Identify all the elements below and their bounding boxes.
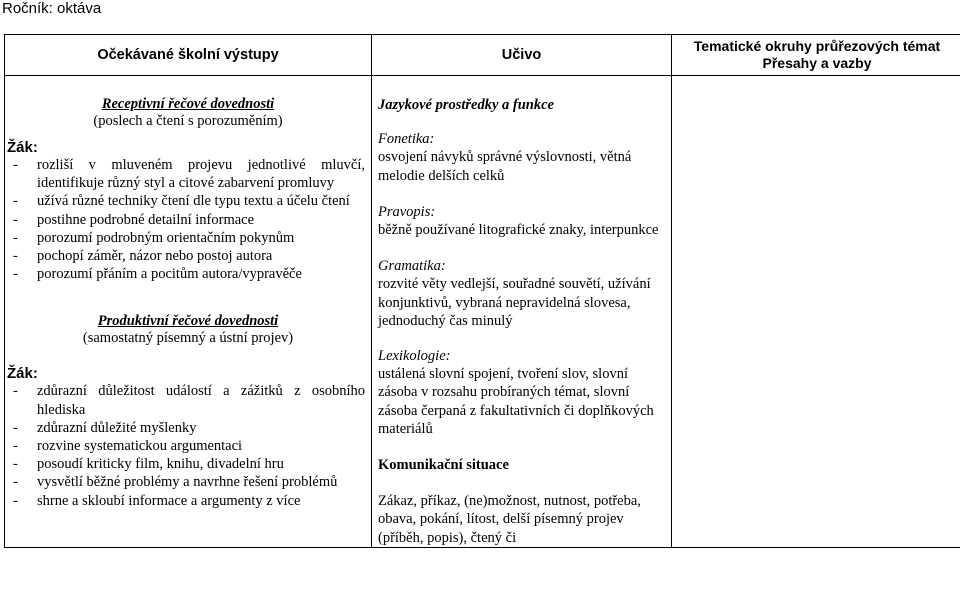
table-header-row <box>5 35 960 76</box>
header-overlaps: Přesahy a vazby <box>762 55 872 71</box>
receptive-title: Receptivní řečové dovednosti <box>101 96 275 112</box>
list-item: - rozliší v mluveném projevu jednotlivé mluvčí, identifikuje různý styl a citové zabarvení promluvy <box>11 156 365 192</box>
header-cross-curricular <box>672 35 960 76</box>
grammar-label: Gramatika: <box>378 258 446 275</box>
pupil-label-receptive: Žák: <box>7 139 38 156</box>
list-item: - zdůrazní důležitost událostí a zážitků z osobního hlediska <box>11 382 365 418</box>
list-item: - shrne a skloubí informace a argumenty z více <box>11 492 365 510</box>
list-item: - pochopí záměr, názor nebo postoj autora <box>11 247 365 265</box>
spelling-text: běžně používané litografické znaky, interpunkce <box>378 222 659 239</box>
receptive-list <box>11 156 365 283</box>
communication-title: Komunikační situace <box>378 457 509 474</box>
outcomes-cell <box>5 76 372 548</box>
header-expected-outcomes: Očekávané školní výstupy <box>5 35 372 76</box>
grade-label: Ročník: oktáva <box>2 0 102 17</box>
header-themes: Tematické okruhy průřezových témat <box>693 38 941 54</box>
cross-curricular-cell <box>672 76 960 548</box>
phonetics-text: osvojení návyků správné výslovnosti, větná melodie delších celků <box>378 149 632 184</box>
pupil-label-productive: Žák: <box>7 365 38 383</box>
productive-title: Produktivní řečové dovednosti <box>97 313 279 330</box>
list-item: - vysvětlí běžné problémy a navrhne řešení problémů <box>11 473 365 491</box>
list-item: - zdůrazní důležité myšlenky <box>11 419 365 437</box>
language-means-title: Jazykové prostředky a funkce <box>378 97 554 113</box>
grammar-text: rozvité věty vedlejší, souřadné souvětí, užívání konjunktivů, vybraná nepravidelná slovesa, jednoduchý čas minulý <box>378 276 651 329</box>
productive-subtitle: (samostatný písemný a ústní projev) <box>82 330 294 347</box>
list-item: - postihne podrobné detailní informace <box>11 211 365 229</box>
lexicology-label: Lexikologie: <box>378 348 451 365</box>
spelling-label: Pravopis: <box>378 203 436 220</box>
phonetics-label: Fonetika: <box>378 131 435 148</box>
list-item: - porozumí přáním a pocitům autora/vypravěče <box>11 265 365 283</box>
table-body-row <box>5 76 960 548</box>
curriculum-cell <box>372 76 672 548</box>
list-item: - užívá různé techniky čtení dle typu textu a účelu čtení <box>11 192 365 210</box>
communication-text: Zákaz, příkaz, (ne)možnost, nutnost, potřeba, obava, pokání, lítost, delší písemný projev (příběh, popis), čtený či <box>378 493 641 546</box>
header-curriculum: Učivo <box>372 35 672 76</box>
list-item: - rozvine systematickou argumentaci <box>11 437 365 455</box>
list-item: - porozumí podrobným orientačním pokynům <box>11 229 365 247</box>
curriculum-table <box>4 34 960 548</box>
productive-list <box>11 382 365 509</box>
receptive-subtitle: (poslech a čtení s porozuměním) <box>93 113 283 129</box>
list-item: - posoudí kriticky film, knihu, divadelní hru <box>11 455 365 473</box>
lexicology-text: ustálená slovní spojení, tvoření slov, slovní zásoba v rozsahu probíraných témat, slovní zásoba čerpaná z fakultativních či doplňkových materiálů <box>378 366 654 437</box>
